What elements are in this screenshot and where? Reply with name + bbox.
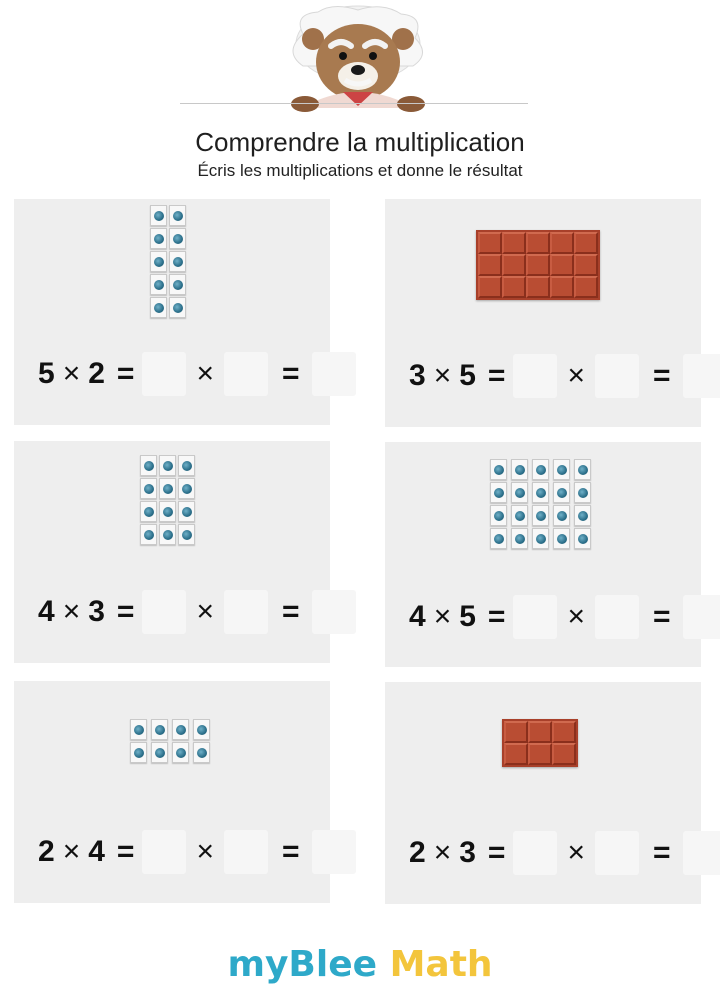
answer-box-factor-1[interactable] [513,831,557,875]
page-title: Comprendre la multiplication [195,127,525,157]
multiplication-equation [38,590,356,634]
answer-box-factor-2[interactable] [224,352,268,396]
globe-stamp-icon [553,528,570,549]
stamp-grid [150,205,186,318]
logo-math: Math [389,944,493,985]
exercise-card [14,199,330,425]
bear-mascot-icon [283,4,433,114]
globe-stamp-icon [574,459,591,480]
factor-a: 2 [409,836,426,869]
stamp-grid [140,455,195,545]
exercise-card [14,681,330,903]
globe-stamp-icon [169,251,186,272]
globe-stamp-icon [193,742,210,763]
globe-stamp-icon [140,455,157,476]
factor-a: 3 [409,359,426,392]
answer-box-result[interactable] [312,590,356,634]
globe-stamp-icon [130,719,147,740]
globe-stamp-icon [193,719,210,740]
globe-stamp-icon [150,251,167,272]
globe-stamp-icon [532,459,549,480]
globe-stamp-icon [574,528,591,549]
globe-stamp-icon [140,501,157,522]
equals-sign: = [652,359,671,392]
globe-stamp-icon [150,274,167,295]
globe-stamp-icon [490,482,507,503]
globe-stamp-icon [140,478,157,499]
globe-stamp-icon [511,482,528,503]
globe-stamp-icon [172,719,189,740]
globe-stamp-icon [169,205,186,226]
globe-stamp-icon [150,297,167,318]
exercise-card [14,441,330,663]
globe-stamp-icon [151,719,168,740]
globe-stamp-icon [169,274,186,295]
equals-sign: = [652,836,671,869]
globe-stamp-icon [178,478,195,499]
globe-stamp-icon [490,505,507,526]
factor-b: 4 [88,835,105,868]
times-sign: × [433,836,452,869]
globe-stamp-icon [130,742,147,763]
times-sign: × [62,835,81,868]
globe-stamp-icon [159,455,176,476]
multiplication-equation [38,352,356,396]
globe-stamp-icon [511,528,528,549]
globe-stamp-icon [511,505,528,526]
answer-box-factor-1[interactable] [142,590,186,634]
factor-a: 5 [38,357,55,390]
globe-stamp-icon [553,459,570,480]
globe-stamp-icon [172,742,189,763]
equals-sign: = [116,595,135,628]
globe-stamp-icon [140,524,157,545]
answer-box-factor-2[interactable] [595,595,639,639]
times-sign: × [433,359,452,392]
chocolate-bar-icon [502,719,578,767]
globe-stamp-icon [532,505,549,526]
factor-b: 5 [459,359,476,392]
globe-stamp-icon [490,459,507,480]
header-divider [180,103,528,104]
answer-box-factor-2[interactable] [595,831,639,875]
equals-sign: = [281,835,300,868]
equals-sign: = [487,836,506,869]
globe-stamp-icon [150,228,167,249]
times-sign: × [196,357,214,390]
globe-stamp-icon [159,501,176,522]
answer-box-result[interactable] [683,354,720,398]
logo-my: my [227,944,289,985]
factor-b: 3 [88,595,105,628]
answer-box-factor-1[interactable] [142,352,186,396]
globe-stamp-icon [553,482,570,503]
equals-sign: = [487,359,506,392]
exercise-card [385,442,701,667]
globe-stamp-icon [532,482,549,503]
globe-stamp-icon [574,505,591,526]
times-sign: × [196,835,214,868]
times-sign: × [567,600,585,633]
globe-stamp-icon [178,501,195,522]
globe-stamp-icon [159,478,176,499]
factor-b: 3 [459,836,476,869]
globe-stamp-icon [574,482,591,503]
answer-box-result[interactable] [683,595,720,639]
answer-box-factor-1[interactable] [513,595,557,639]
times-sign: × [433,600,452,633]
multiplication-equation [38,830,356,874]
equals-sign: = [116,357,135,390]
globe-stamp-icon [511,459,528,480]
globe-stamp-icon [151,742,168,763]
globe-stamp-icon [532,528,549,549]
answer-box-factor-1[interactable] [513,354,557,398]
multiplication-equation [409,595,720,639]
answer-box-result[interactable] [312,352,356,396]
factor-a: 4 [409,600,426,633]
answer-box-factor-2[interactable] [595,354,639,398]
globe-stamp-icon [159,524,176,545]
logo-blee: Blee [288,944,378,985]
answer-box-factor-2[interactable] [224,830,268,874]
equals-sign: = [116,835,135,868]
equals-sign: = [281,595,300,628]
times-sign: × [567,359,585,392]
multiplication-equation [409,354,720,398]
globe-stamp-icon [553,505,570,526]
equals-sign: = [281,357,300,390]
exercise-card [385,682,701,904]
times-sign: × [567,836,585,869]
answer-box-result[interactable] [683,831,720,875]
answer-box-factor-1[interactable] [142,830,186,874]
times-sign: × [62,595,81,628]
globe-stamp-icon [150,205,167,226]
chocolate-bar-icon [476,230,600,300]
equals-sign: = [652,600,671,633]
stamp-grid [130,719,212,763]
times-sign: × [62,357,81,390]
globe-stamp-icon [490,528,507,549]
globe-stamp-icon [178,455,195,476]
factor-b: 5 [459,600,476,633]
factor-a: 2 [38,835,55,868]
stamp-grid [490,459,593,549]
factor-b: 2 [88,357,105,390]
answer-box-result[interactable] [312,830,356,874]
globe-stamp-icon [178,524,195,545]
globe-stamp-icon [169,297,186,318]
myblee-math-logo [0,944,720,985]
equals-sign: = [487,600,506,633]
answer-box-factor-2[interactable] [224,590,268,634]
globe-stamp-icon [169,228,186,249]
exercise-card [385,199,701,427]
times-sign: × [196,595,214,628]
multiplication-equation [409,831,720,875]
page-subtitle: Écris les multiplications et donne le résultat [197,161,523,180]
factor-a: 4 [38,595,55,628]
